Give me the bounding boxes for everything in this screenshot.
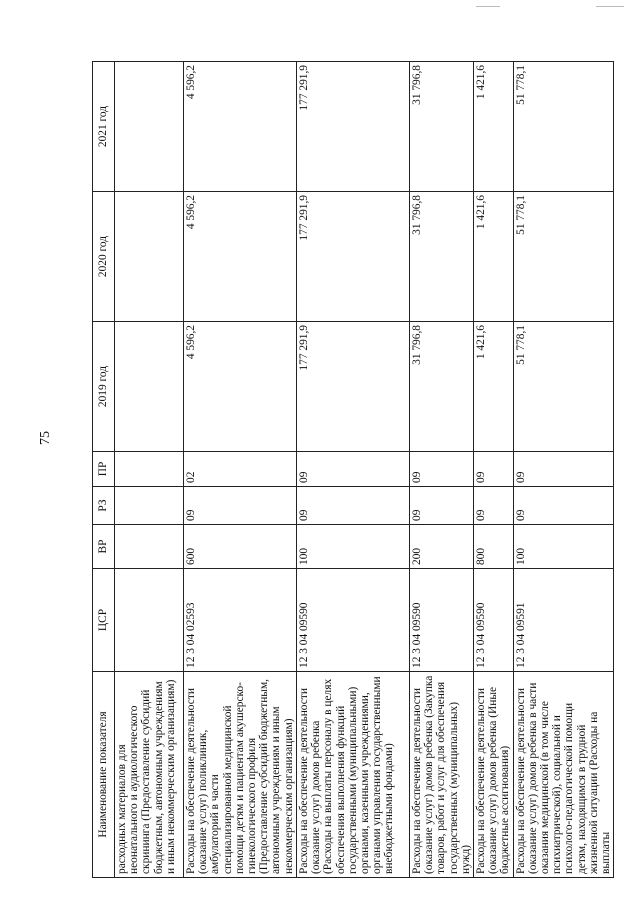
cell-vr: 800 [474, 525, 514, 569]
cell-name: Расходы на обеспечение деятельности (оказание услуг) домов ребенка в части оказания медицинской (в том числе психиатрической), социальной и психолого-педагогической помощи детям, находящимся в трудной жизненной ситуации (Расходы на выплаты [513, 672, 614, 878]
cell-vr: 600 [184, 525, 297, 569]
header-2019: 2019 год [93, 322, 115, 452]
cell-vr [115, 525, 184, 569]
cell-2020: 177 291,9 [297, 192, 410, 322]
cell-2019: 4 596,2 [184, 322, 297, 452]
cell-2020: 31 796,8 [410, 192, 474, 322]
cell-rz: 09 [410, 487, 474, 525]
cell-name: Расходы на обеспечение деятельности (оказание услуг) домов ребенка (Расходы на выплаты персоналу в целях обеспечения выполнения функций государственными (муниципальными) органами, казенными учреждениями, органами управления государственными внебюджетными фондами) [297, 672, 410, 878]
cell-vr: 200 [410, 525, 474, 569]
budget-table [92, 61, 614, 878]
cell-2020: 4 596,2 [184, 192, 297, 322]
cell-pr: 09 [410, 452, 474, 487]
header-name: Наименование показателя [93, 672, 115, 878]
header-pr: ПР [93, 452, 115, 487]
table-row [184, 62, 297, 878]
cell-csr [115, 569, 184, 672]
cell-rz: 09 [184, 487, 297, 525]
scan-mark [596, 6, 624, 7]
cell-pr: 09 [513, 452, 614, 487]
cell-2021: 1 421,6 [474, 62, 514, 192]
cell-name: Расходы на обеспечение деятельности (оказание услуг) поликлиник, амбулаторий в части специализированной медицинской помощи детям и пациентам акушерско-гинекологического профиля (Предоставление субсидий бюджетным, автономным учреждениям и иным некоммерческим организациям) [184, 672, 297, 878]
cell-2021: 177 291,9 [297, 62, 410, 192]
table-row [513, 62, 614, 878]
page-number: 75 [38, 431, 53, 445]
cell-pr: 02 [184, 452, 297, 487]
cell-2019 [115, 322, 184, 452]
cell-name: расходных материалов для неонатального и аудиологического скрининга (Предоставление субсидий бюджетным, автономным учреждениям и иным некоммерческим организациям) [115, 672, 184, 878]
header-csr: ЦСР [93, 569, 115, 672]
table-row [474, 62, 514, 878]
cell-2021: 4 596,2 [184, 62, 297, 192]
cell-pr [115, 452, 184, 487]
cell-2019: 177 291,9 [297, 322, 410, 452]
table-header-row [93, 62, 115, 878]
cell-vr: 100 [297, 525, 410, 569]
budget-table-rotated [92, 62, 613, 878]
header-2020: 2020 год [93, 192, 115, 322]
cell-2020: 1 421,6 [474, 192, 514, 322]
cell-name: Расходы на обеспечение деятельности (оказание услуг) домов ребенка (Иные бюджетные ассигнования) [474, 672, 514, 878]
cell-vr: 100 [513, 525, 614, 569]
cell-2019: 1 421,6 [474, 322, 514, 452]
cell-csr: 12 3 04 09590 [410, 569, 474, 672]
cell-csr: 12 3 04 09590 [297, 569, 410, 672]
cell-2021 [115, 62, 184, 192]
cell-pr: 09 [474, 452, 514, 487]
cell-rz: 09 [474, 487, 514, 525]
cell-2021: 51 778,1 [513, 62, 614, 192]
cell-2019: 51 778,1 [513, 322, 614, 452]
cell-2020 [115, 192, 184, 322]
header-rz: РЗ [93, 487, 115, 525]
cell-csr: 12 3 04 02593 [184, 569, 297, 672]
cell-2020: 51 778,1 [513, 192, 614, 322]
header-2021: 2021 год [93, 62, 115, 192]
cell-pr: 09 [297, 452, 410, 487]
cell-rz [115, 487, 184, 525]
table-row [410, 62, 474, 878]
scan-mark [476, 6, 500, 7]
cell-2019: 31 796,8 [410, 322, 474, 452]
table-row [115, 62, 184, 878]
cell-csr: 12 3 04 09590 [474, 569, 514, 672]
header-vr: ВР [93, 525, 115, 569]
cell-rz: 09 [297, 487, 410, 525]
cell-csr: 12 3 04 09591 [513, 569, 614, 672]
table-row [297, 62, 410, 878]
cell-name: Расходы на обеспечение деятельности (оказание услуг) домов ребенка (Закупка товаров, работ и услуг для обеспечения государственных (муниципальных) нужд) [410, 672, 474, 878]
cell-2021: 31 796,8 [410, 62, 474, 192]
cell-rz: 09 [513, 487, 614, 525]
